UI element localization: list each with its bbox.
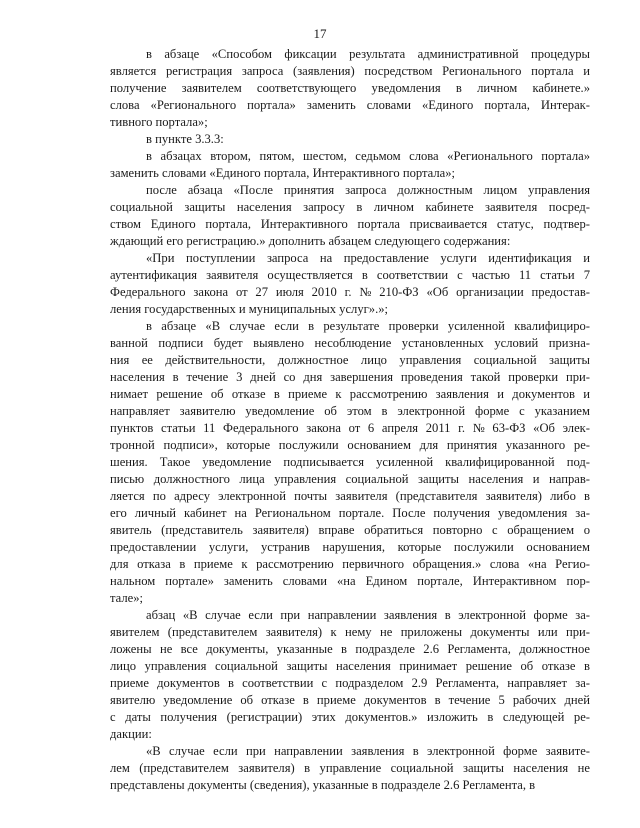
text-line: явителем (представителем заявителя) к нему не приложены документы или при-	[110, 625, 590, 639]
text-line: является регистрация запроса (заявления) посредством Регионального портала и	[110, 64, 590, 78]
text-line: социальной защиты населения запросу в личном кабинете заявителя посред-	[110, 200, 590, 214]
text-line: явителю уведомление об отказе в приеме документов в течение 5 рабочих дней	[110, 693, 590, 707]
text-line: лицо управления социальной защиты населения принимает решение об отказе в	[110, 659, 590, 673]
text-line: в пункте 3.3.3:	[146, 132, 224, 146]
text-line: писью должностного лица управления социальной защиты населения и направ-	[110, 472, 590, 486]
text-line: с даты получения (регистрации) этих документов.» изложить в следующей ре-	[110, 710, 590, 724]
page-number: 17	[313, 26, 327, 41]
text-line: для отказа в приеме к рассмотрению первичного обращения.» слова «на Регио-	[110, 557, 590, 571]
text-line: слова «Регионального портала» заменить словами «Единого портала, Интерак-	[110, 98, 590, 112]
text-line: явитель (представитель заявителя) вправе обратиться повторно с обращением о	[110, 523, 590, 537]
text-line: «При поступлении запроса на предоставление услуги идентификация и	[146, 251, 590, 265]
text-line: Федерального закона от 27 июля 2010 г. № 210-ФЗ «Об организации предостав-	[110, 285, 590, 299]
text-line: его личный кабинет на Региональном портале. После получения уведомления за-	[110, 506, 590, 520]
text-line: ложены не все документы, указанные в подразделе 2.6 Регламента, должностное	[110, 642, 590, 656]
text-line: ванной подписи будет выявлено несоблюдение установленных условий призна-	[110, 336, 590, 350]
text-line: в абзацах втором, пятом, шестом, седьмом слова «Регионального портала»	[146, 149, 590, 163]
text-line: «В случае если при направлении заявления в электронной форме заявите-	[146, 744, 590, 758]
document-body	[110, 46, 590, 794]
text-line: тронной подписи», которые послужили основанием для принятия указанного ре-	[110, 438, 590, 452]
text-line: нальном портале» заменить словами «на Едином портале, Интерактивном пор-	[110, 574, 590, 588]
text-line: ством Единого портала, Интерактивного портала присваивается статус, подтвер-	[110, 217, 590, 231]
text-line: дакции:	[110, 727, 152, 741]
text-line: после абзаца «После принятия запроса должностным лицом управления	[146, 183, 590, 197]
text-line: нимает решение об отказе в приеме к рассмотрению заявления и документов и	[110, 387, 590, 401]
text-line: абзац «В случае если при направлении заявления в электронной форме за-	[146, 608, 590, 622]
text-line: ния ее действительности, должностное лицо управления социальной защиты	[110, 353, 590, 367]
text-line: приеме документов в соответствии с подразделом 2.9 Регламента, направляет за-	[110, 676, 590, 690]
text-line: пунктов статьи 11 Федерального закона от 6 апреля 2011 г. № 63-ФЗ «Об элек-	[110, 421, 590, 435]
text-line: в абзаце «В случае если в результате проверки усиленной квалифициро-	[146, 319, 590, 333]
text-line: заменить словами «Единого портала, Интерактивного портала»;	[110, 166, 456, 180]
text-line: населения в течение 3 дней со дня завершения проведения такой проверки при-	[110, 370, 590, 384]
text-line: аутентификация заявителя осуществляется в соответствии с частью 11 статьи 7	[110, 268, 590, 282]
text-line: ляется по адресу электронной почты заявителя (представителя заявителя) либо в	[110, 489, 590, 503]
text-line: направляет заявителю уведомление об этом в электронной форме с указанием	[110, 404, 590, 418]
text-line: в абзаце «Способом фиксации результата административной процедуры	[146, 47, 590, 61]
text-line: представлены документы (сведения), указанные в подразделе 2.6 Регламента, в	[110, 778, 536, 792]
text-line: ждающий его регистрацию.» дополнить абзацем следующего содержания:	[110, 234, 511, 248]
text-line: тале»;	[110, 591, 144, 605]
text-line: лем (представителем заявителя) в управление социальной защиты населения не	[110, 761, 590, 775]
text-line: тивного портала»;	[110, 115, 208, 129]
text-line: предоставлении услуги, устранив нарушения, которые послужили основанием	[110, 540, 590, 554]
text-line: шения. Такое уведомление подписывается усиленной квалифицированной под-	[110, 455, 590, 469]
text-line: ления государственных и муниципальных услуг».»;	[110, 302, 389, 316]
text-line: получение заявителем соответствующего уведомления в личном кабинете.»	[110, 81, 590, 95]
